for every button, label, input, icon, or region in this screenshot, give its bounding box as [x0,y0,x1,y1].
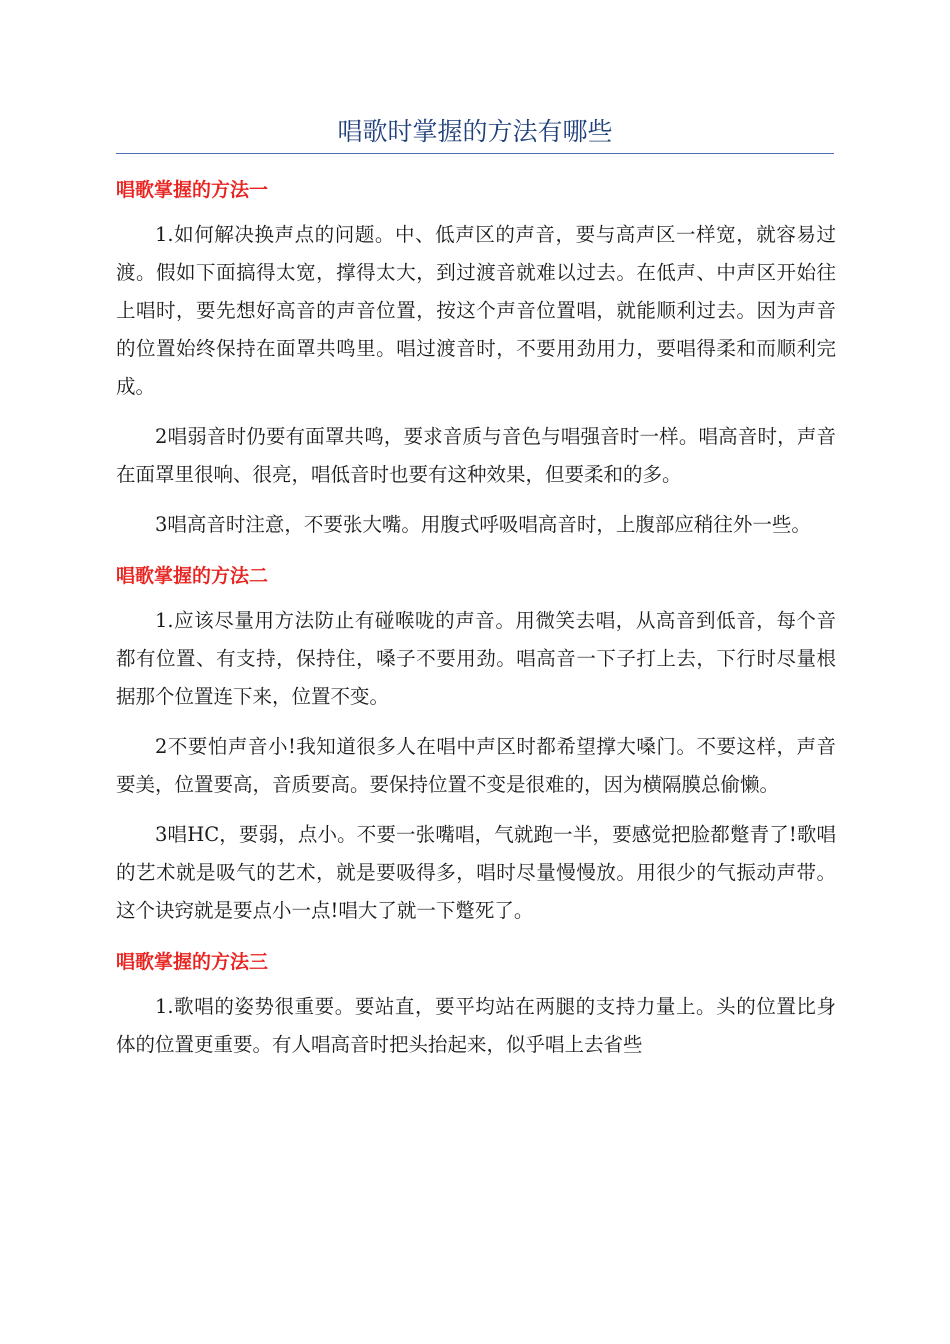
paragraph: 2唱弱音时仍要有面罩共鸣，要求音质与音色与唱强音时一样。唱高音时，声音在面罩里很响、很亮，唱低音时也要有这种效果，但要柔和的多。 [116,425,836,486]
paragraph: 3唱HC，要弱，点小。不要一张嘴唱，气就跑一半，要感觉把脸都蹩青了!歌唱的艺术就是吸气的艺术，就是要吸得多，唱时尽量慢慢放。用很少的气振动声带。这个诀窍就是要点小一点!唱大了就一下蹩死了。 [116,823,836,922]
section-method-3 [116,944,836,1064]
paragraph: 1.应该尽量用方法防止有碰喉咙的声音。用微笑去唱，从高音到低音，每个音都有位置、有支持，保持住，嗓子不要用劲。唱高音一下子打上去，下行时尽量根据那个位置连下来，位置不变。 [116,609,836,708]
section-heading: 唱歌掌握的方法一 [116,179,269,201]
section-heading: 唱歌掌握的方法三 [116,951,269,973]
title-underline [116,153,834,154]
paragraph: 1.歌唱的姿势很重要。要站直，要平均站在两腿的支持力量上。头的位置比身体的位置更重要。有人唱高音时把头抬起来，似乎唱上去省些 [116,995,836,1056]
paragraph: 3唱高音时注意，不要张大嘴。用腹式呼吸唱高音时，上腹部应稍往外一些。 [155,513,811,536]
page-title: 唱歌时掌握的方法有哪些 [337,117,613,146]
section-method-1 [116,172,836,544]
paragraph: 1.如何解决换声点的问题。中、低声区的声音，要与高声区一样宽，就容易过渡。假如下面搞得太宽，撑得太大，到过渡音就难以过去。在低声、中声区开始往上唱时，要先想好高音的声音位置，按这个声音位置唱，就能顺利过去。因为声音的位置始终保持在面罩共鸣里。唱过渡音时，不要用劲用力，要唱得柔和而顺利完成。 [116,223,836,398]
document-body [116,172,836,1076]
section-method-2 [116,558,836,930]
section-heading: 唱歌掌握的方法二 [116,565,269,587]
paragraph: 2不要怕声音小!我知道很多人在唱中声区时都希望撑大嗓门。不要这样，声音要美，位置要高，音质要高。要保持位置不变是很难的，因为横隔膜总偷懒。 [116,735,836,796]
